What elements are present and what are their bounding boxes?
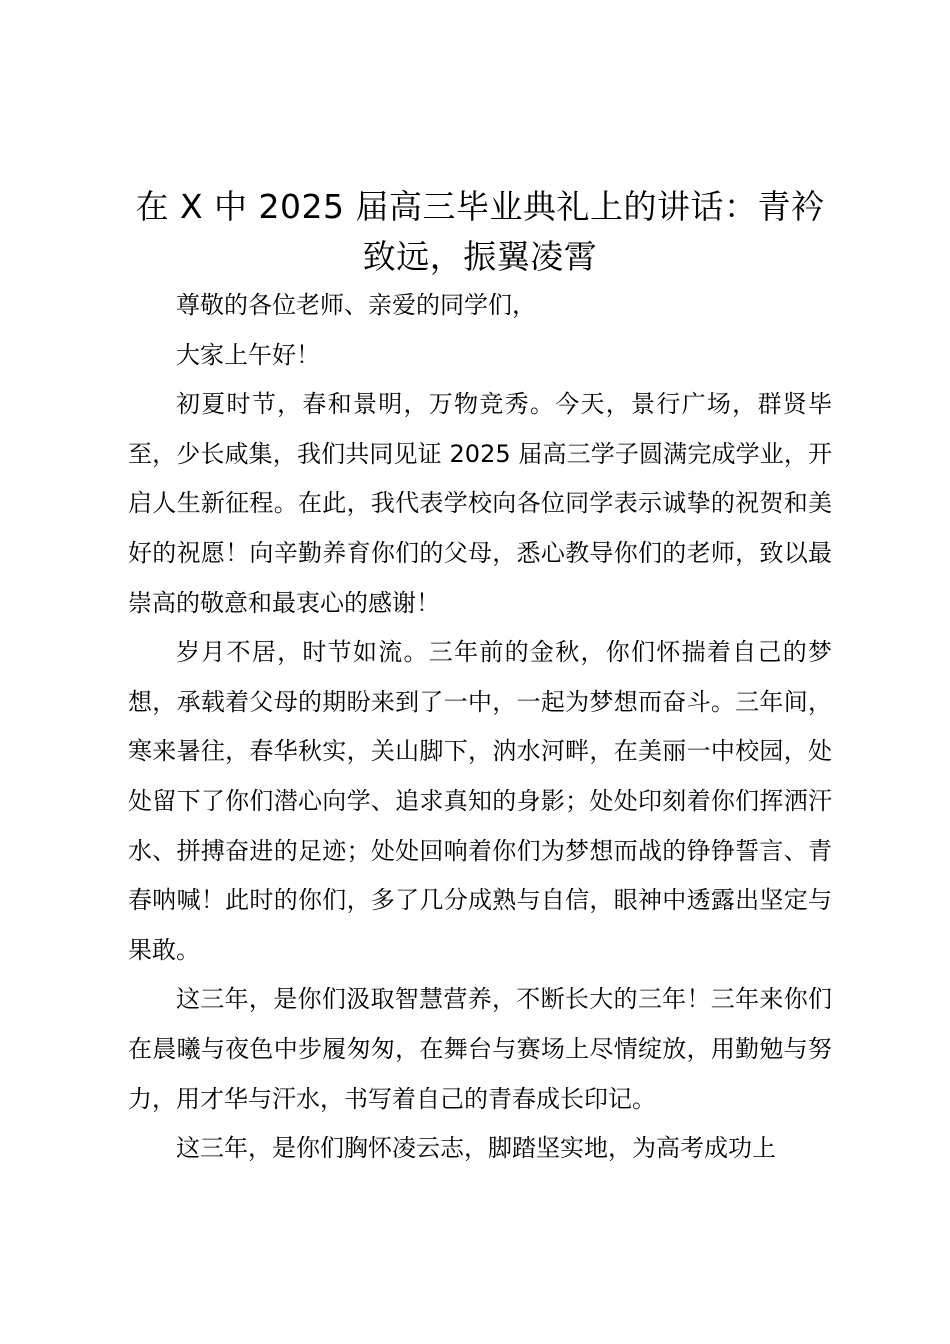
document-body (128, 281, 832, 1174)
body-paragraph: 这三年，是你们汲取智慧营养，不断长大的三年！三年来你们在晨曦与夜色中步履匆匆，在舞台与赛场上尽情绽放，用勤勉与努力，用才华与汗水，书写着自己的青春成长印记。 (128, 985, 832, 1113)
body-paragraph: 岁月不居，时节如流。三年前的金秋，你们怀揣着自己的梦想，承载着父母的期盼来到了一中，一起为梦想而奋斗。三年间，寒来暑往，春华秋实，关山脚下，汭水河畔，在美丽一中校园，处处留下了你们潜心向学、追求真知的身影；处处印刻着你们挥洒汗水、拼搏奋进的足迹；处处回响着你们为梦想而战的铮铮誓言、青春呐喊！此时的你们，多了几分成熟与自信，眼神中透露出坚定与果敢。 (128, 638, 832, 964)
greeting: 大家上午好！ (176, 340, 320, 369)
document-title: 在 X 中 2025 届高三毕业典礼上的讲话：青衿致远，振翼凌霄 (135, 187, 825, 276)
body-paragraph: 这三年，是你们胸怀凌云志，脚踏坚实地，为高考成功上 (176, 1134, 776, 1163)
salutation: 尊敬的各位老师、亲爱的同学们， (176, 291, 536, 319)
body-paragraph: 初夏时节，春和景明，万物竞秀。今天，景行广场，群贤毕至，少长咸集，我们共同见证 2025 届高三学子圆满完成学业，开启人生新征程。在此，我代表学校向各位同学表示诚挚的祝贺和美好的祝愿！向辛勤养育你们的父母，悉心教导你们的老师，致以最崇高的敬意和最衷心的感谢！ (128, 390, 832, 617)
